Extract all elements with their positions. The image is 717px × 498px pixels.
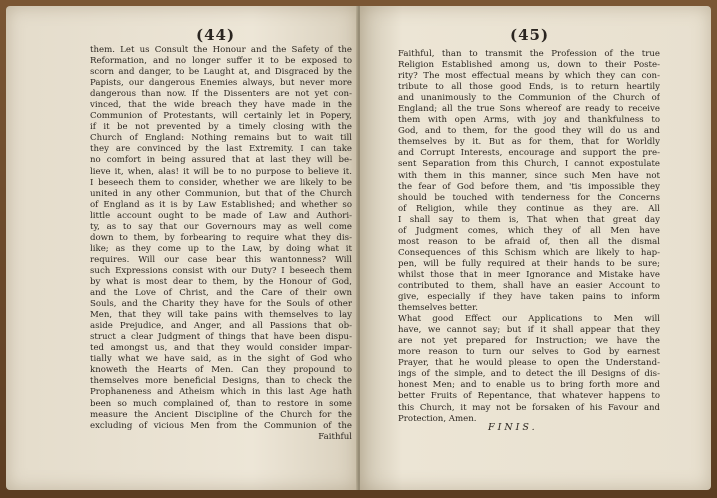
left_page-line: aside Prejudice, and Anger, and all Passions that ob- bbox=[90, 321, 352, 332]
right_page-line: England; all the true Sons whereof are ready to receive bbox=[398, 104, 660, 115]
left_page-line: Communion of Protestants, will certainly let in Popery, bbox=[90, 111, 352, 122]
right_page-line: God, and to them, for the good they will do us and bbox=[398, 126, 660, 137]
left_page-line: by what is most dear to them, by the Honour of God, bbox=[90, 276, 352, 287]
left_page-line: Souls, and the Charity they have for the Souls of other bbox=[90, 299, 352, 310]
left_page-line: been so much complained of, than to restore in some bbox=[90, 398, 352, 409]
right_page-line: them with open Arms, with joy and thankfulness to bbox=[398, 115, 660, 126]
left_page-line: knoweth the Hearts of Men. Can they propound to bbox=[90, 365, 352, 376]
left_page-line: Reformation, and no longer suffer it to be exposed to bbox=[90, 56, 352, 67]
right_page-line: ings of the simple, and to detect the ill Designs of dis- bbox=[398, 369, 660, 380]
right_page-line: of Religion, while they continue as they are. All bbox=[398, 203, 660, 214]
left_page-line: they are convinced by the last Extremity. I can take bbox=[90, 144, 352, 155]
left_page-line: scorn and danger, to be Laught at, and Disgraced by the bbox=[90, 67, 352, 78]
right_page-line: with them in this manner, since such Men have not bbox=[398, 170, 660, 181]
right_page-line: of Judgment comes, which they of all Men have bbox=[398, 225, 660, 236]
left_page-line: like; as they come up to the Law, by doing what it bbox=[90, 243, 352, 254]
right_page-line: should be touched with tenderness for the Concerns bbox=[398, 192, 660, 203]
left_page-line: and the Love of Christ, and the Care of their own bbox=[90, 288, 352, 299]
left_page-line: them. Let us Consult the Honour and the Safety of the bbox=[90, 45, 352, 55]
right_page-line: have, we cannot say; but if it shall appear that they bbox=[398, 325, 660, 336]
left_page-line: dangerous than now. If the Dissenters are not yet con- bbox=[90, 89, 352, 100]
right_page-line: honest Men; and to enable us to bring forth more and bbox=[398, 380, 660, 391]
right_page-line: tribute to all those good Ends, is to return heartily bbox=[398, 82, 660, 93]
left_page-line: requires. Will our case bear this wantonness? Will bbox=[90, 254, 352, 265]
open-book bbox=[6, 6, 711, 490]
finis-mark: FINIS. bbox=[488, 422, 538, 433]
left_page-line: Prophaneness and Atheism which in this last Age hath bbox=[90, 387, 352, 398]
right_page-line: this Church, it may not be forsaken of his Favour and bbox=[398, 402, 660, 413]
right_page-line: Consequences of this Schism which are likely to hap- bbox=[398, 247, 660, 258]
left_page-line: I beseech them to consider, whether we are likely to be bbox=[90, 177, 352, 188]
left_page-line: struct a clear Judgment of things that have been dispu- bbox=[90, 332, 352, 343]
left_page-line: such Expressions consist with our Duty? I beseech them bbox=[90, 265, 352, 276]
left_page-line: ty, as to say that our Governours may as well come bbox=[90, 221, 352, 232]
right-page-text bbox=[398, 49, 660, 425]
right_page-line: more reason to turn our selves to God by earnest bbox=[398, 347, 660, 358]
left_page-line: ted amongst us, and that they would consider impar- bbox=[90, 343, 352, 354]
left_page-line: no comfort in being assured that at last they will be- bbox=[90, 155, 352, 166]
right_page-line: most reason to be afraid of, then all the dismal bbox=[398, 236, 660, 247]
left_page-line: little account ought to be made of Law and Authori- bbox=[90, 210, 352, 221]
catchword: Faithful bbox=[318, 431, 352, 442]
right_page-line: and Corrupt Interests, encourage and support the pre- bbox=[398, 148, 660, 159]
left_page-line: tially what we have said, as in the sight of God who bbox=[90, 354, 352, 365]
right_page-line: whilst those that in meer Ignorance and Mistake have bbox=[398, 269, 660, 280]
right_page-line: I shall say to them is, That when that great day bbox=[398, 214, 660, 225]
right_page-line: Religion Established among us, down to their Poste- bbox=[398, 60, 660, 71]
left-page-text bbox=[90, 45, 352, 443]
left_page-line: measure the Ancient Discipline of the Church for the bbox=[90, 409, 352, 420]
page-number-left: (44) bbox=[196, 26, 236, 44]
right-page bbox=[360, 6, 711, 490]
left_page-line: vinced, that the wide breach they have made in the bbox=[90, 100, 352, 111]
left-page bbox=[6, 6, 358, 490]
page-number-right: (45) bbox=[510, 26, 550, 44]
left_page-line: themselves more beneficial Designs, than to check the bbox=[90, 376, 352, 387]
left_page-line: excluding of vicious Men from the Communion of the bbox=[90, 420, 352, 431]
right_page-line: Faithful, than to transmit the Profession of the true bbox=[398, 49, 660, 59]
left_page-line: Men, that they will take pains with themselves to lay bbox=[90, 310, 352, 321]
right_page-line: better Fruits of Repentance, that whatever happens to bbox=[398, 391, 660, 402]
right_page-line: and unanimously to the Communion of the Church of bbox=[398, 93, 660, 104]
left_page-line: down to them, by forbearing to require what they dis- bbox=[90, 232, 352, 243]
left_page-line: Papists, our dangerous Enemies always, but never more bbox=[90, 78, 352, 89]
right_page-line: Protection, Amen. bbox=[398, 413, 477, 424]
right_page-line: the fear of God before them, and 'tis impossible they bbox=[398, 181, 660, 192]
right_page-line: are not yet prepared for Instruction; we have the bbox=[398, 336, 660, 347]
left_page-line: united in any other Communion, but that of the Church bbox=[90, 188, 352, 199]
right_page-line: give, especially if they have taken pains to inform bbox=[398, 292, 660, 303]
left_page-line: lieve it, when, alas! it will be to no purpose to believe it. bbox=[90, 166, 352, 177]
right_page-line: sent Separation from this Church, I cannot expostulate bbox=[398, 159, 660, 170]
right_page-line: themselves better. bbox=[398, 303, 479, 314]
left_page-line: if it be not prevented by a timely closing with the bbox=[90, 122, 352, 133]
right_page-line: themselves by it. But as for them, that for Worldly bbox=[398, 137, 660, 148]
right_page-line: What good Effect our Applications to Men will bbox=[398, 314, 660, 325]
left_page-line: Church of England: Nothing remains but to wait till bbox=[90, 133, 352, 144]
right_page-line: pen, will be fully required at their hands to be sure; bbox=[398, 258, 660, 269]
right_page-line: rity? The most effectual means by which they can con- bbox=[398, 71, 660, 82]
right_page-line: contributed to them, shall have an easier Account to bbox=[398, 280, 660, 291]
right_page-line: Prayer, that he would please to open the Understand- bbox=[398, 358, 660, 369]
left_page-line: of England as it is by Law Established; and whether so bbox=[90, 199, 352, 210]
